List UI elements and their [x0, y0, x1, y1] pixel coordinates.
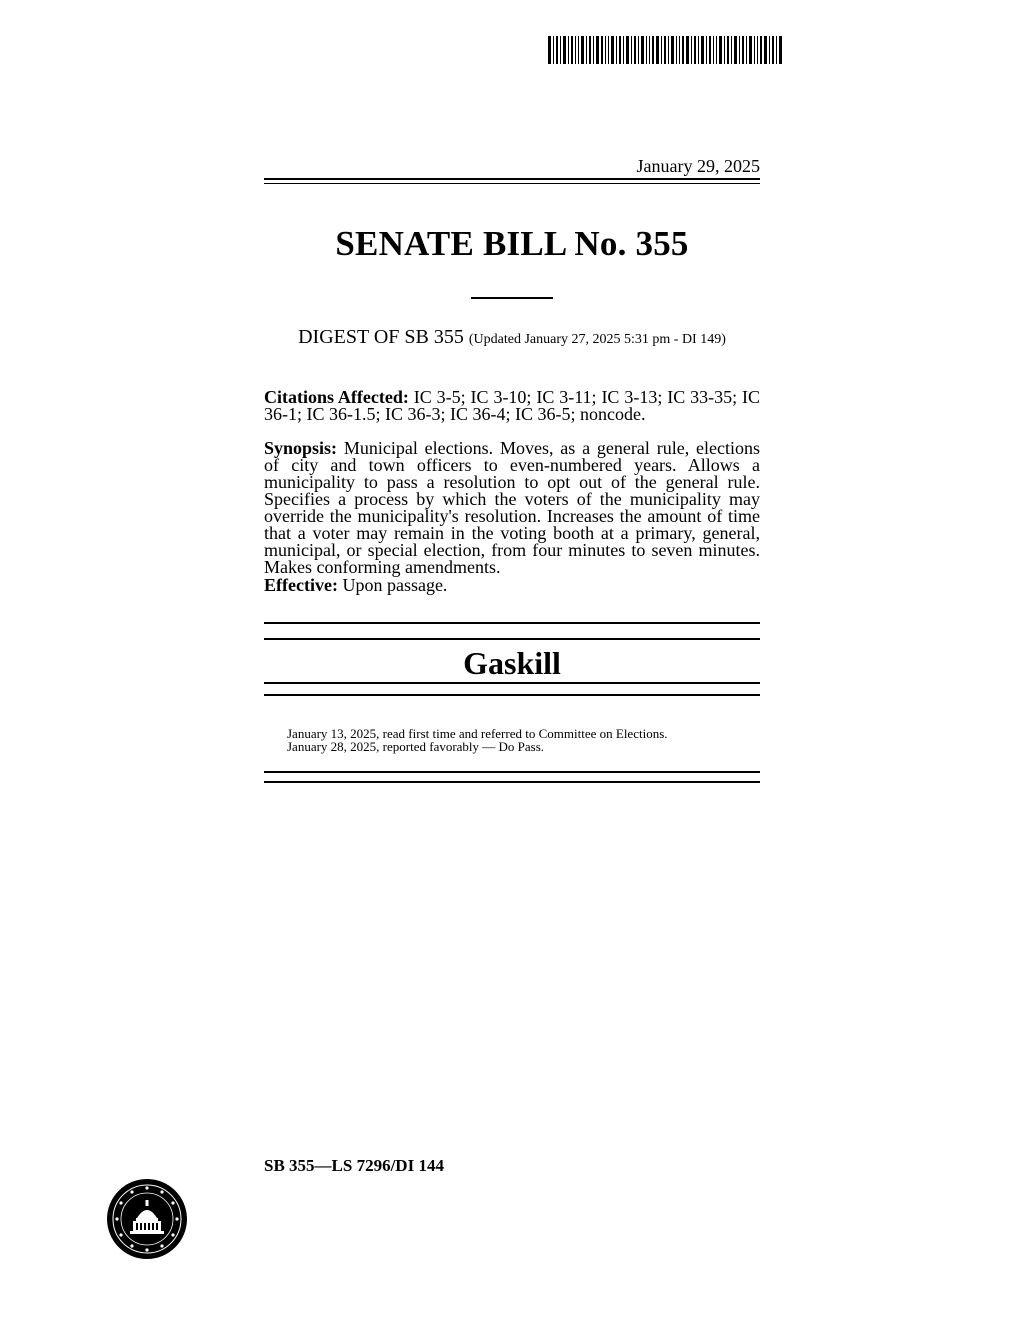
- citations-text: IC 3-5; IC 3-10; IC 3-11; IC 3-13; IC 33-35; IC 36-1; IC 36-1.5; IC 36-3; IC 36-4; IC 36-5; noncode.: [264, 387, 761, 424]
- author-rule-bottom-2: [264, 694, 760, 696]
- digest-updated: (Updated January 27, 2025 5:31 pm - DI 149): [468, 332, 726, 347]
- history-rule-1: [264, 771, 760, 773]
- header-rule: [264, 178, 760, 180]
- header-rule-thin: [264, 183, 760, 184]
- synopsis-section: [264, 440, 760, 576]
- synopsis-text: Municipal elections. Moves, as a general rule, elections of city and town officers to even-numbered years. Allows a municipality to pass a resolution to opt out of the general rule. Specifies a process by which the voters of the municipality may override the municipality's resolution. Increases the amount of time that a voter may remain in the voting booth at a primary, general, municipal, or special election, from four minutes to seven minutes. Makes conforming amendments.: [264, 438, 760, 577]
- author-rule-bottom-1: [264, 682, 760, 684]
- effective-label: Effective:: [264, 575, 338, 595]
- citations-label: Citations Affected:: [264, 387, 409, 407]
- history-entry: January 28, 2025, reported favorably — Do Pass.: [287, 739, 545, 754]
- barcode-icon: [548, 36, 782, 64]
- state-seal-icon: [106, 1178, 188, 1260]
- author-rule-top-2: [264, 638, 760, 640]
- title-underline: [471, 297, 553, 299]
- history-entry: January 13, 2025, read first time and referred to Committee on Elections.: [287, 726, 668, 741]
- digest-heading: [264, 326, 760, 349]
- author-name: Gaskill: [463, 645, 561, 681]
- history-rule-2: [264, 781, 760, 783]
- bill-title: SENATE BILL No. 355: [335, 224, 689, 263]
- citations-section: [264, 389, 760, 423]
- bill-date: January 29, 2025: [636, 156, 760, 176]
- synopsis-label: Synopsis:: [264, 438, 338, 458]
- bill-history: [287, 727, 747, 753]
- effective-text: Upon passage.: [342, 575, 448, 595]
- digest-main: DIGEST OF SB 355: [298, 326, 464, 348]
- effective-section: [264, 577, 760, 594]
- bill-footer-id: SB 355—LS 7296/DI 144: [264, 1156, 444, 1175]
- author-rule-top-1: [264, 622, 760, 624]
